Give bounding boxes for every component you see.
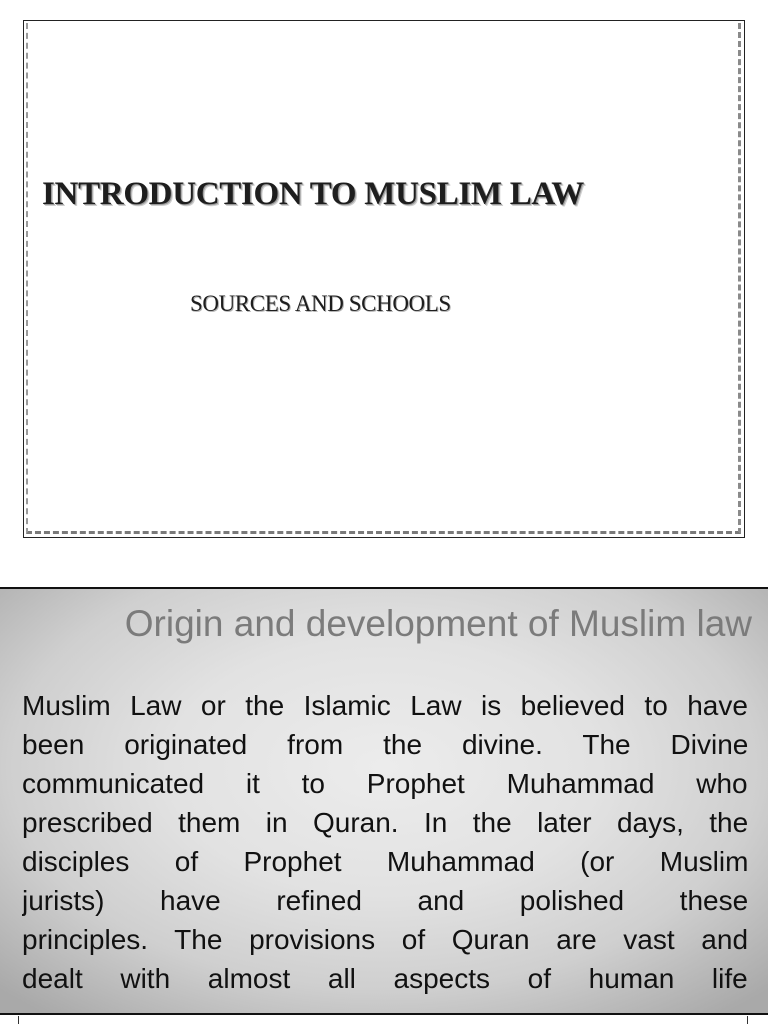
slide-border-decoration xyxy=(26,23,741,534)
slide-body-text xyxy=(22,686,748,998)
slide-subtitle: SOURCES AND SCHOOLS xyxy=(190,291,451,316)
content-slide xyxy=(0,587,768,1015)
body-line: been originated from the divine. The Divine xyxy=(22,729,748,760)
body-line: Muslim Law or the Islamic Law is believed to have xyxy=(22,690,748,721)
title-slide xyxy=(23,20,745,538)
slide-title: INTRODUCTION TO MUSLIM LAW xyxy=(42,176,584,212)
body-line: principles. The provisions of Quran are vast and xyxy=(22,924,748,955)
slide-heading: Origin and development of Muslim law xyxy=(124,603,752,644)
next-slide-edge xyxy=(18,1016,748,1024)
body-line: jurists) have refined and polished these xyxy=(22,885,748,916)
body-line: prescribed them in Quran. In the later days, the xyxy=(22,807,748,838)
body-line: dealt with almost all aspects of human life xyxy=(22,963,748,994)
body-line: disciples of Prophet Muhammad (or Muslim xyxy=(22,846,748,877)
body-line: communicated it to Prophet Muhammad who xyxy=(22,768,748,799)
